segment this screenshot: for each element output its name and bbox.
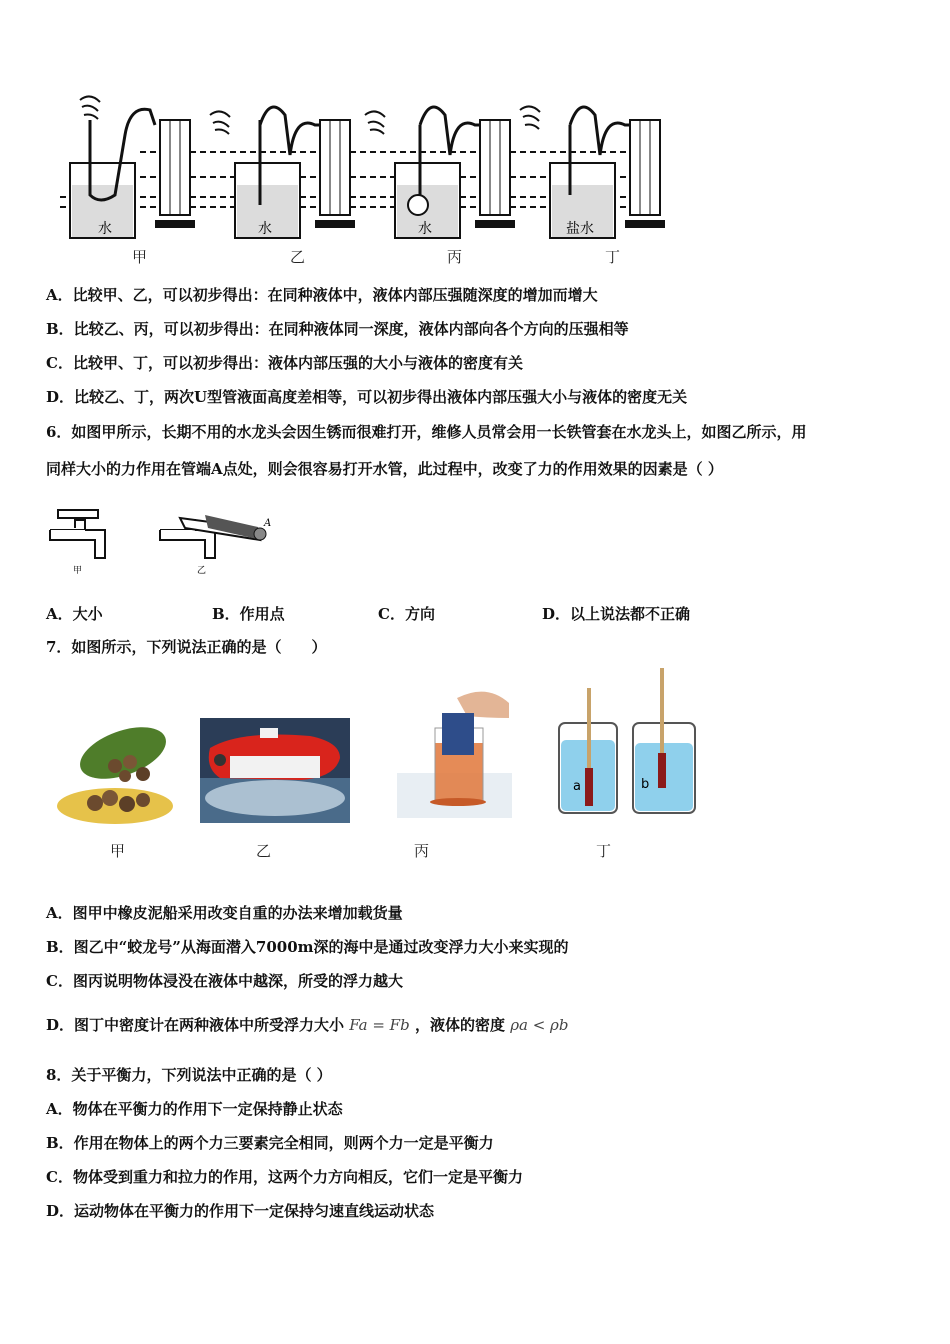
clay-boat-image [55,718,173,828]
q7-option-d-mid: ，液体的密度 [414,1016,505,1034]
q7-option-d [46,1015,568,1035]
q7-fig-label-yi: 乙 [256,842,272,860]
q7-option-b: B．图乙中“蛟龙号”从海面潜入7000m深的海中是通过改变浮力大小来实现的 [46,938,569,956]
hydrometer-image [555,668,700,818]
apparatus-3 [365,107,515,238]
pipe-point-label: A [264,518,272,529]
apparatus-2 [210,107,355,238]
beaker-label-a: a [573,779,581,794]
q7-option-c: C．图丙说明物体浸没在液体中越深，所受的浮力越大 [46,972,403,990]
q7-fig-label-jia: 甲 [110,842,126,860]
q7-fig-label-bing: 丙 [414,842,430,860]
liquid-label-4: 盐水 [566,221,594,237]
q5-option-d: D．比较乙、丁，两次U型管液面高度差相等，可以初步得出液体内部压强大小与液体的密度无关 [46,388,688,406]
figure1-label-yi: 乙 [290,248,306,266]
faucet-yi [160,515,266,558]
submersible-image [200,718,350,823]
beaker-label-b: b [641,777,650,792]
q7-option-d-formula-force: Fa = Fb [349,1016,410,1034]
q6-option-d: D．以上说法都不正确 [542,605,691,623]
apparatus-1 [70,96,195,238]
q8-option-d: D．运动物体在平衡力的作用下一定保持匀速直线运动状态 [46,1202,435,1220]
beaker-hand-image [397,688,512,818]
q6-stem-line1: 6．如图甲所示，长期不用的水龙头会因生锈而很难打开，维修人员常会用一长铁管套在水龙头上，如图乙所示，用 [46,423,807,441]
q6-stem-line2: 同样大小的力作用在管端A点处，则会很容易打开水管，此过程中，改变了力的作用效果的因素是（ ） [46,460,723,478]
q6-option-c: C．方向 [378,605,435,623]
q6-option-b: B．作用点 [212,605,285,623]
figure1-label-ding: 丁 [605,248,621,266]
q7-option-d-formula-density: ρa < ρb [510,1016,569,1034]
q8-option-b: B．作用在物体上的两个力三要素完全相同，则两个力一定是平衡力 [46,1134,494,1152]
apparatus-4 [520,106,665,238]
pressure-experiment-figure [50,95,670,270]
q5-option-a: A．比较甲、乙，可以初步得出：在同种液体中，液体内部压强随深度的增加而增大 [46,286,598,304]
q5-option-c: C．比较甲、丁，可以初步得出：液体内部压强的大小与液体的密度有关 [46,354,523,372]
q8-option-a: A．物体在平衡力的作用下一定保持静止状态 [46,1100,343,1118]
q7-stem: 7．如图所示，下列说法正确的是（ ） [46,638,327,656]
figure1-label-bing: 丙 [447,248,463,266]
liquid-label-2: 水 [258,221,272,237]
liquid-label-3: 水 [418,221,432,237]
faucet-figure [40,500,280,580]
faucet-jia [50,510,105,558]
q6-option-a: A．大小 [46,605,103,623]
faucet-label-jia: 甲 [73,566,83,576]
q7-option-d-text: D．图丁中密度计在两种液体中所受浮力大小 [46,1016,345,1034]
faucet-label-yi: 乙 [197,566,207,576]
q7-option-a: A．图甲中橡皮泥船采用改变自重的办法来增加载货量 [46,904,403,922]
q7-fig-label-ding: 丁 [596,842,612,860]
q8-stem: 8．关于平衡力，下列说法中正确的是（ ） [46,1066,332,1084]
q5-option-b: B．比较乙、丙，可以初步得出：在同种液体同一深度，液体内部向各个方向的压强相等 [46,320,629,338]
q8-option-c: C．物体受到重力和拉力的作用，这两个力方向相反，它们一定是平衡力 [46,1168,523,1186]
figure1-label-jia: 甲 [132,248,148,266]
liquid-label-1: 水 [98,221,112,237]
